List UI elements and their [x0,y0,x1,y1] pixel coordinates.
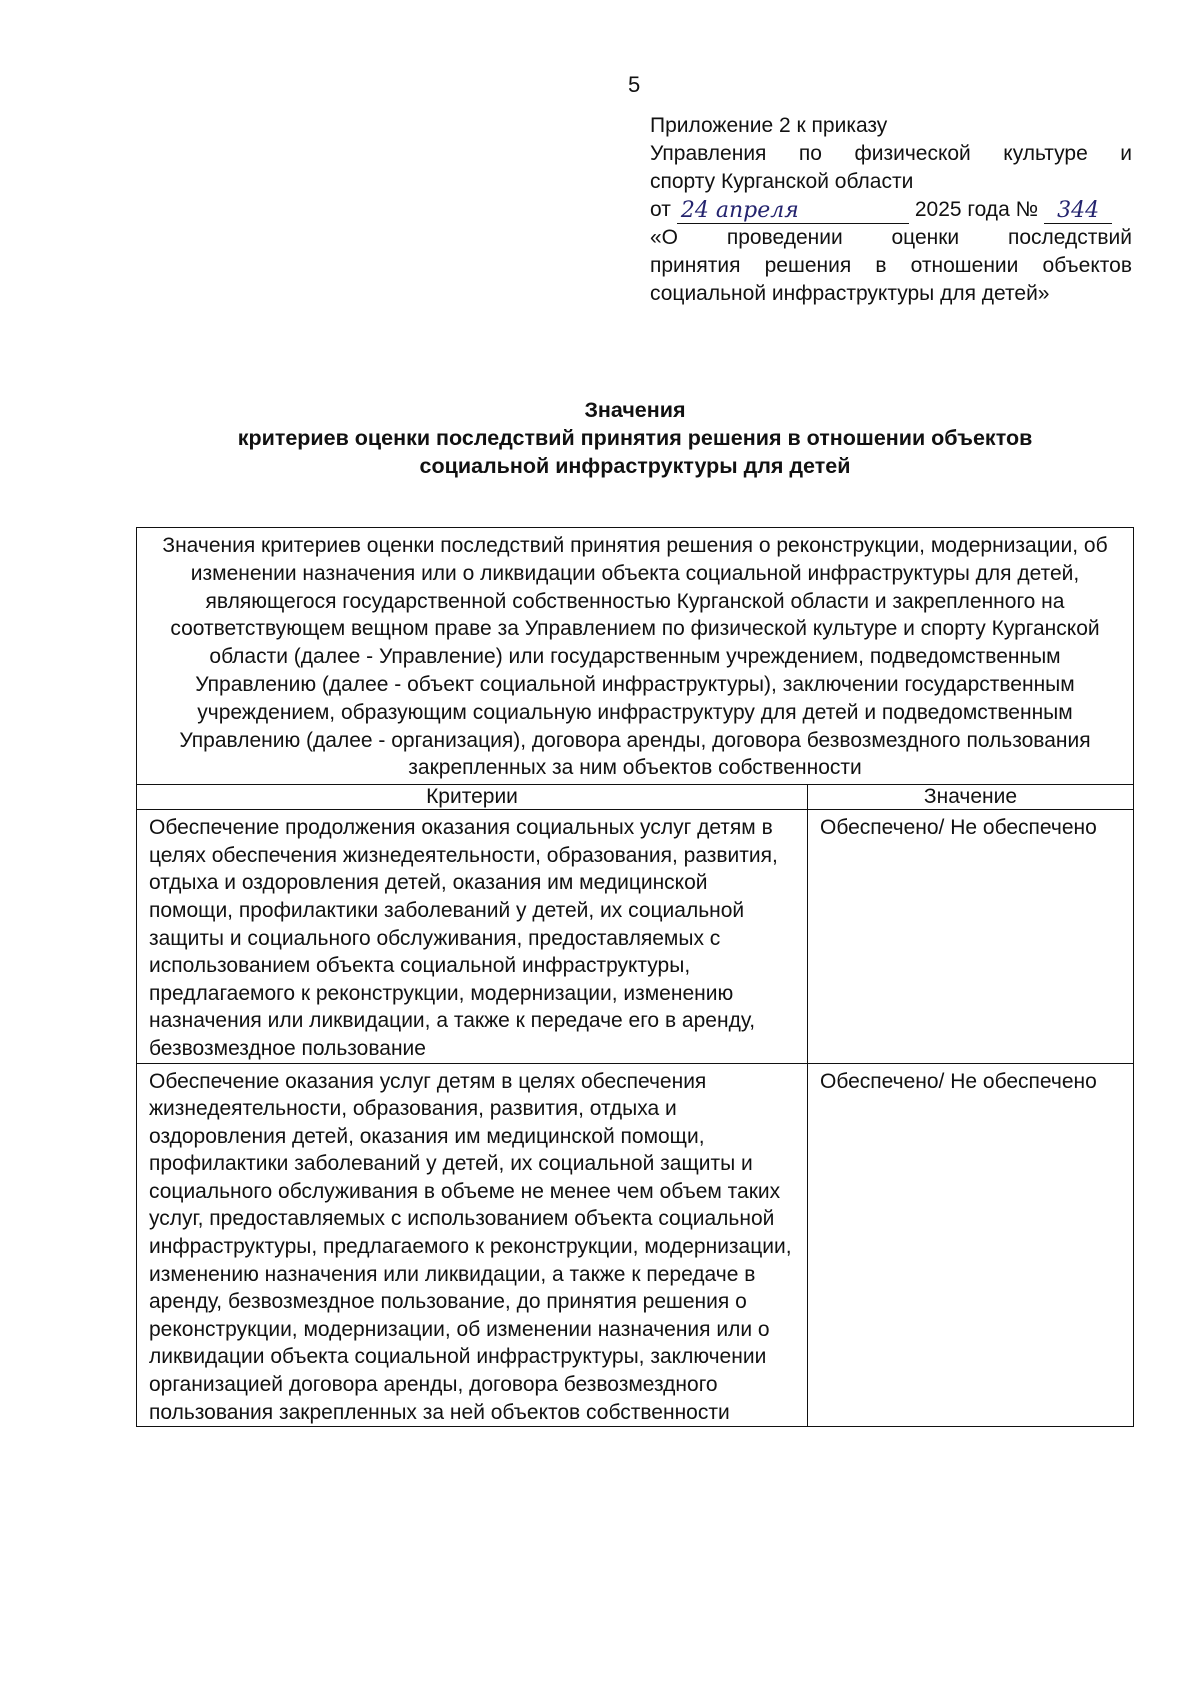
handwritten-date: 24 апреля [677,199,909,224]
title-line-2: критериев оценки последствий принятия решения в отношении объектов [237,426,1033,450]
title-line-1: Значения [584,398,686,422]
column-header-value: Значение [808,785,1134,810]
subject-line-3: социальной инфраструктуры для детей» [650,282,1050,305]
date-prefix: от [650,198,671,221]
handwritten-order-number: 344 [1044,199,1112,224]
criterion-cell: Обеспечение продолжения оказания социальных услуг детям в целях обеспечения жизнедеятельности, образования, развития, отдыха и оздоровления детей, оказания им медицинской помощи, профилактики заболеваний у детей, их социальной защиты и социального обслуживания, предоставляемых с использованием объекта социальной инфраструктуры, предлагаемого к реконструкции, модернизации, изменению назначения или ликвидации, а также к передаче его в аренду, безвозмездное пользование [137,810,808,1063]
page-number: 5 [628,72,641,97]
appendix-header [650,112,1132,308]
order-date-row [650,196,1132,224]
table-row [137,1063,1134,1427]
title-line-3: социальной инфраструктуры для детей [419,454,851,478]
value-cell: Обеспечено/ Не обеспечено [808,1063,1134,1427]
column-header-criteria: Критерии [137,785,808,810]
table-header-row [137,785,1134,810]
document-title [130,396,1140,480]
criteria-table [136,527,1134,1427]
table-intro-row [137,528,1134,785]
table-row [137,810,1134,1063]
year-text: 2025 года № [914,198,1039,221]
criterion-cell: Обеспечение оказания услуг детям в целях обеспечения жизнедеятельности, образования, развития, отдыха и оздоровления детей, оказания им медицинской помощи, профилактики заболеваний у детей, их социальной защиты и социального обслуживания в объеме не менее чем объем таких услуг, предоставляемых с использованием объекта социальной инфраструктуры, предлагаемого к реконструкции, модернизации, изменению назначения или ликвидации, а также к передаче в аренду, безвозмездное пользование, до принятия решения о реконструкции, модернизации, об изменении назначения или о ликвидации объекта социальной инфраструктуры, заключении организацией договора аренды, договора безвозмездного пользования закрепленных за ней объектов собственности [137,1063,808,1427]
appendix-line-1: Приложение 2 к приказу [650,114,888,137]
subject-line-2: принятия решения в отношении объектов [650,254,1132,277]
appendix-line-2: Управления по физической культуре и [650,142,1132,165]
value-cell: Обеспечено/ Не обеспечено [808,810,1134,1063]
appendix-line-3: спорту Курганской области [650,170,914,193]
subject-line-1: «О проведении оценки последствий [650,226,1132,249]
table-intro: Значения критериев оценки последствий принятия решения о реконструкции, модернизации, об изменении назначения или о ликвидации объекта социальной инфраструктуры для детей, являющегося государственной собственностью Курганской области и закрепленного на соответствующем вещном праве за Управлением по физической культуре и спорту Курганской области (далее - Управление) или государственным учреждением, подведомственным Управлению (далее - объект социальной инфраструктуры), заключении государственным учреждением, образующим социальную инфраструктуру для детей и подведомственным Управлению (далее - организация), договора аренды, договора безвозмездного пользования закрепленных за ним объектов собственности [137,528,1134,785]
